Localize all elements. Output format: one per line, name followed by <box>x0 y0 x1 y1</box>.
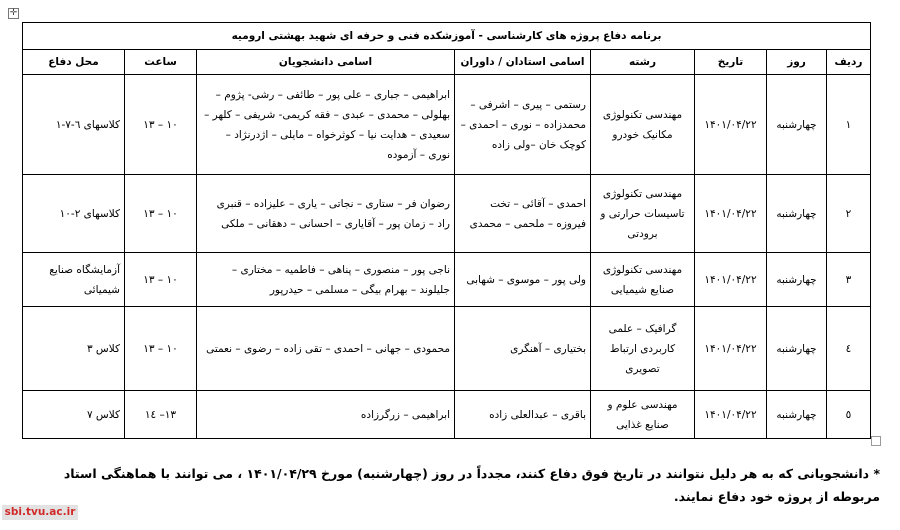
table-resize-handle-icon[interactable] <box>871 436 881 446</box>
col-header-time: ساعت <box>125 50 197 75</box>
col-header-date: تاریخ <box>695 50 767 75</box>
cell-date: ۱۴۰۱/۰۴/۲۲ <box>695 253 767 307</box>
cell-field: گرافیک – علمی کاربردی ارتباط تصویری <box>591 307 695 391</box>
col-header-students: اسامی دانشجویان <box>197 50 455 75</box>
cell-students: ابراهیمی – زرگرزاده <box>197 391 455 439</box>
cell-time: ۱۰ – ۱۳ <box>125 175 197 253</box>
cell-row: ٤ <box>827 307 871 391</box>
cell-day: چهارشنبه <box>767 391 827 439</box>
cell-students: رضوان فر – ستاری – نجاتی – یاری – علیزاده – قنبری راد – زمان پور – آقایاری – احسانی – دهقانی – ملکی <box>197 175 455 253</box>
cell-students: ناجی پور – منصوری – پناهی – فاطمیه – مختاری – جلیلوند – بهرام بیگی – مسلمی – حیدرپور <box>197 253 455 307</box>
cell-field: مهندسی تکنولوژی تاسیسات حرارتی و برودتی <box>591 175 695 253</box>
cell-advisors: بختیاری – آهنگری <box>455 307 591 391</box>
cell-day: چهارشنبه <box>767 175 827 253</box>
col-header-advisors: اسامی استادان / داوران <box>455 50 591 75</box>
table-row <box>23 175 871 253</box>
cell-time: ۱۰ – ۱۳ <box>125 253 197 307</box>
defense-schedule-table <box>22 22 871 439</box>
cell-row: ۲ <box>827 175 871 253</box>
cell-location: کلاسهای ۲-۱۰ <box>23 175 125 253</box>
table-row <box>23 75 871 175</box>
table-header-row <box>23 50 871 75</box>
cell-field: مهندسی علوم و صنایع غذایی <box>591 391 695 439</box>
cell-time: ۱۳– ۱٤ <box>125 391 197 439</box>
cell-advisors: رستمی – پیری – اشرفی – محمدزاده – نوری – احمدی – کوچک خان –ولی زاده <box>455 75 591 175</box>
col-header-row: ردیف <box>827 50 871 75</box>
cell-advisors: احمدی – آقائی – تخت فیروزه – ملحمی – محمدی <box>455 175 591 253</box>
cell-advisors: ولی پور – موسوی – شهابی <box>455 253 591 307</box>
cell-advisors: باقری – عبدالعلی زاده <box>455 391 591 439</box>
table-row <box>23 307 871 391</box>
cell-date: ۱۴۰۱/۰۴/۲۲ <box>695 391 767 439</box>
cell-field: مهندسی تکنولوژی صنایع شیمیایی <box>591 253 695 307</box>
cell-row: ۳ <box>827 253 871 307</box>
table-title: برنامه دفاع پروژه های کارشناسی - آموزشکده فنی و حرفه ای شهید بهشتی ارومیه <box>23 23 871 50</box>
cell-location: کلاس ۷ <box>23 391 125 439</box>
table-move-handle-icon[interactable]: ✛ <box>9 8 18 18</box>
cell-date: ۱۴۰۱/۰۴/۲۲ <box>695 307 767 391</box>
cell-date: ۱۴۰۱/۰۴/۲۲ <box>695 175 767 253</box>
cell-day: چهارشنبه <box>767 307 827 391</box>
table-row <box>23 391 871 439</box>
cell-time: ۱۰ – ۱۳ <box>125 75 197 175</box>
cell-row: ٥ <box>827 391 871 439</box>
site-watermark: sbi.tvu.ac.ir <box>2 505 78 520</box>
table-row <box>23 253 871 307</box>
col-header-location: محل دفاع <box>23 50 125 75</box>
cell-location: آزمایشگاه صنایع شیمیائی <box>23 253 125 307</box>
cell-field: مهندسی تکنولوژی مکانیک خودرو <box>591 75 695 175</box>
cell-row: ۱ <box>827 75 871 175</box>
cell-date: ۱۴۰۱/۰۴/۲۲ <box>695 75 767 175</box>
col-header-field: رشته <box>591 50 695 75</box>
cell-time: ۱۰ – ۱۳ <box>125 307 197 391</box>
footnote: * دانشجویانی که به هر دلیل نتوانند در تاریخ فوق دفاع کنند، مجدداً در روز (چهارشنبه) مورخ ۱۴۰۱/۰۴/۲۹ ، می توانند با هماهنگی استاد مربوطه از پروژه خود دفاع نمایند. <box>63 466 880 504</box>
cell-students: محمودی – جهانی – احمدی – تقی زاده – رضوی – نعمتی <box>197 307 455 391</box>
cell-location: کلاسهای ٦-٧-۱ <box>23 75 125 175</box>
cell-students: ابراهیمی – جباری – علی پور – طائفی – رشی- پژوم – بهلولی – محمدی – عبدی – فقه کریمی- شریفی – کلهر – سعیدی – هدایت نیا – کوثرخواه – مایلی – اژدرنژاد – نوری – آزموده <box>197 75 455 175</box>
col-header-day: روز <box>767 50 827 75</box>
cell-location: کلاس ۳ <box>23 307 125 391</box>
cell-day: چهارشنبه <box>767 75 827 175</box>
cell-day: چهارشنبه <box>767 253 827 307</box>
